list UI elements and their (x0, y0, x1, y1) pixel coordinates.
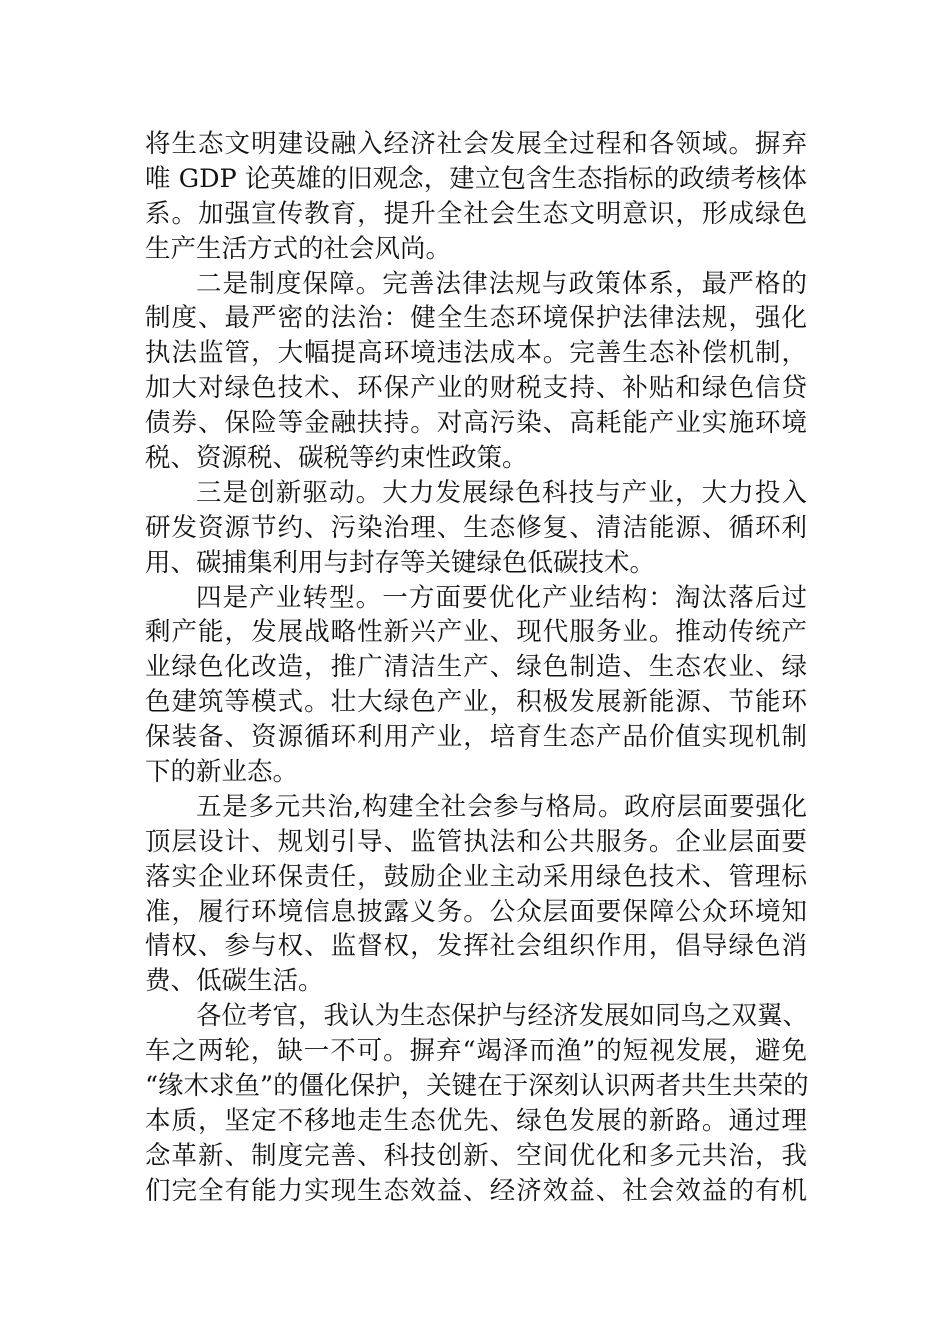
paragraph-6-line-6: 们完全有能力实现生态效益、经济效益、社会效益的有机 (145, 1175, 807, 1206)
paragraph-2-line-2: 制度、最严密的法治：健全生态环境保护法律法规，强化 (145, 303, 807, 334)
paragraph-2-line-3: 执法监管，大幅提高环境违法成本。完善生态补偿机制， (145, 338, 807, 369)
paragraph-6-line-3: “缘木求鱼”的僵化保护，关键在于深刻认识两者共生共荣的 (145, 1071, 809, 1102)
paragraph-5-line-3: 落实企业环保责任，鼓励企业主动采用绿色技术、管理标 (145, 861, 807, 892)
paragraph-5-line-2: 顶层设计、规划引导、监管执法和公共服务。企业层面要 (145, 826, 807, 857)
paragraph-4-line-6: 下的新业态。 (145, 757, 299, 788)
paragraph-2-line-1: 二是制度保障。完善法律法规与政策体系，最严格的 (196, 268, 807, 299)
paragraph-1-line-2: 唯 GDP 论英雄的旧观念，建立包含生态指标的政绩考核体 (145, 163, 807, 194)
paragraph-6-line-5: 念革新、制度完善、科技创新、空间优化和多元共治，我 (145, 1140, 807, 1171)
paragraph-4-line-2: 剩产能，发展战略性新兴产业、现代服务业。推动传统产 (145, 617, 807, 648)
paragraph-6-line-4: 本质，坚定不移地走生态优先、绿色发展的新路。通过理 (145, 1105, 807, 1136)
paragraph-1-line-1: 将生态文明建设融入经济社会发展全过程和各领域。摒弃 (145, 129, 807, 159)
paragraph-4-line-1: 四是产业转型。一方面要优化产业结构：淘汰落后过 (196, 582, 807, 613)
paragraph-3-line-1: 三是创新驱动。大力发展绿色科技与产业，大力投入 (196, 477, 807, 508)
paragraph-4-line-5: 保装备、资源循环利用产业，培育生态产品价值实现机制 (145, 722, 807, 753)
paragraph-6-line-2: 车之两轮，缺一不可。摒弃“竭泽而渔”的短视发展，避免 (145, 1036, 807, 1067)
paragraph-5-line-1: 五是多元共治,构建全社会参与格局。政府层面要强化 (196, 791, 807, 822)
paragraph-5-line-4: 准，履行环境信息披露义务。公众层面要保障公众环境知 (145, 896, 807, 927)
paragraph-3-line-3: 用、碳捕集利用与封存等关键绿色低碳技术。 (145, 547, 656, 578)
paragraph-5-line-6: 费、低碳生活。 (145, 966, 324, 997)
paragraph-4-line-4: 色建筑等模式。壮大绿色产业，积极发展新能源、节能环 (145, 687, 807, 718)
paragraph-1-line-3: 系。加强宣传教育，提升全社会生态文明意识，形成绿色 (145, 198, 807, 229)
paragraph-2-line-6: 税、资源税、碳税等约束性政策。 (145, 443, 528, 474)
document-body (145, 127, 807, 1209)
paragraph-3-line-2: 研发资源节约、污染治理、生态修复、清洁能源、循环利 (145, 512, 807, 543)
paragraph-1-line-4: 生产生活方式的社会风尚。 (145, 233, 452, 264)
paragraph-2-line-5: 债券、保险等金融扶持。对高污染、高耗能产业实施环境 (145, 408, 807, 439)
paragraph-4-line-3: 业绿色化改造，推广清洁生产、绿色制造、生态农业、绿 (145, 652, 807, 683)
paragraph-2-line-4: 加大对绿色技术、环保产业的财税支持、补贴和绿色信贷 (145, 373, 807, 404)
paragraph-6-line-1: 各位考官，我认为生态保护与经济发展如同鸟之双翼、 (196, 1001, 809, 1032)
paragraph-5-line-5: 情权、参与权、监督权，发挥社会组织作用，倡导绿色消 (145, 931, 807, 962)
